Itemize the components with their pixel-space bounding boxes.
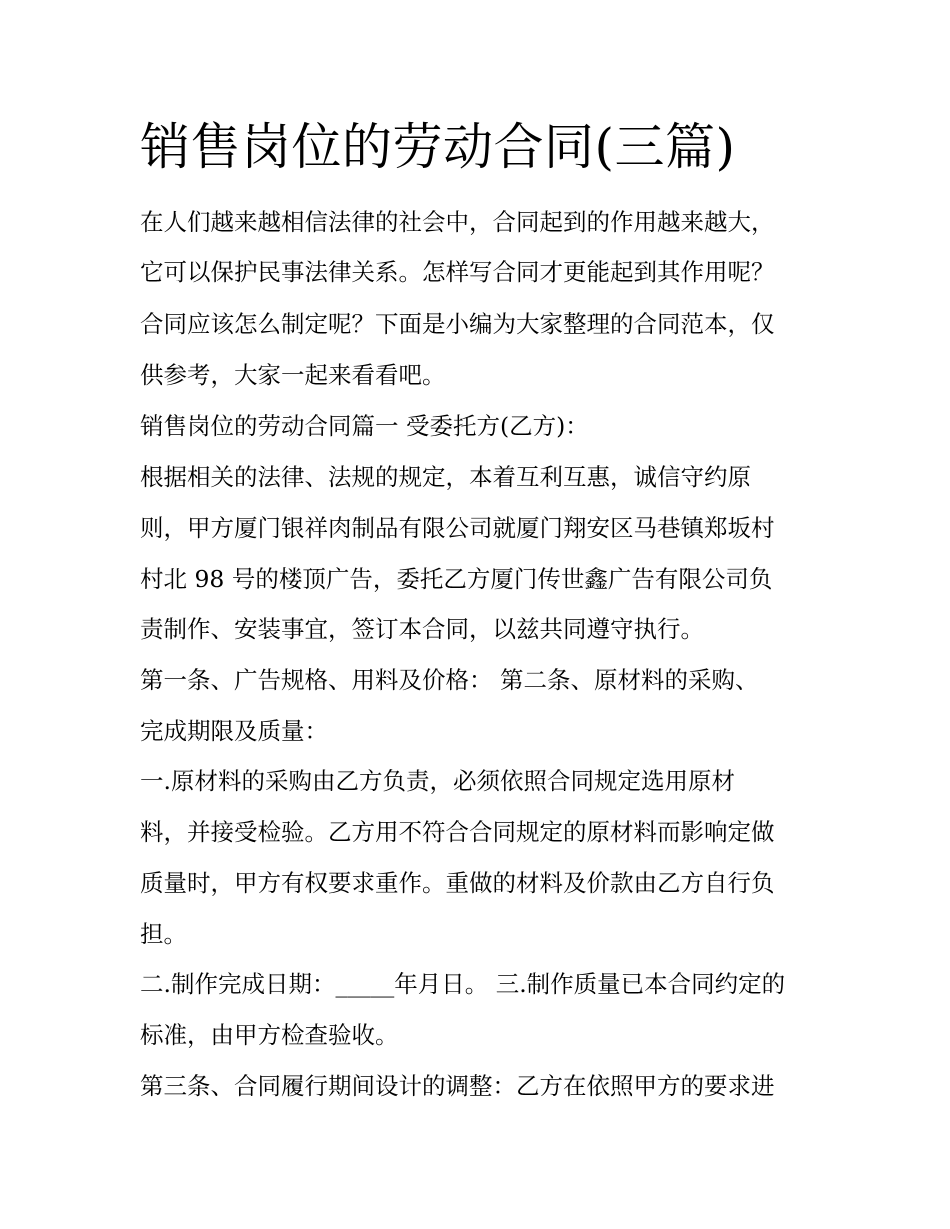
paragraph-line: 担。 [140, 920, 187, 948]
paragraph-line: 在人们越来越相信法律的社会中，合同起到的作用越来越大， [140, 208, 775, 236]
paragraph-line: 它可以保护民事法律关系。怎样写合同才更能起到其作用呢？ [140, 258, 775, 286]
paragraph-line: 料，并接受检验。乙方用不符合合同规定的原材料而影响定做 [140, 818, 775, 846]
paragraph-line: 一.原材料的采购由乙方负责，必须依照合同规定选用原材 [140, 767, 735, 795]
paragraph-line: 第一条、广告规格、用料及价格： 第二条、原材料的采购、 [140, 666, 759, 694]
document-title: 销售岗位的劳动合同(三篇) [140, 118, 736, 176]
paragraph-line: 完成期限及质量： [140, 717, 328, 745]
paragraph-line: 供参考，大家一起来看看吧。 [140, 361, 446, 389]
paragraph-line: 村北 98 号的楼顶广告，委托乙方厦门传世鑫广告有限公司负 [140, 565, 773, 593]
paragraph-line: 标准，由甲方检查验收。 [140, 1021, 399, 1049]
paragraph-line: 合同应该怎么制定呢？下面是小编为大家整理的合同范本，仅 [140, 310, 775, 338]
paragraph-line: 则，甲方厦门银祥肉制品有限公司就厦门翔安区马巷镇郑坂村 [140, 514, 775, 542]
paragraph-line: 质量时，甲方有权要求重作。重做的材料及价款由乙方自行负 [140, 869, 775, 897]
paragraph-line: 根据相关的法律、法规的规定，本着互利互惠，诚信守约原 [140, 463, 751, 491]
paragraph-line: 销售岗位的劳动合同篇一 受委托方(乙方)： [140, 412, 589, 440]
paragraph-line: 第三条、合同履行期间设计的调整：乙方在依照甲方的要求进 [140, 1072, 775, 1100]
paragraph-line: 二.制作完成日期：_____年月日。 三.制作质量已本合同约定的 [140, 970, 786, 998]
paragraph-line: 责制作、安装事宜，签订本合同，以兹共同遵守执行。 [140, 615, 704, 643]
